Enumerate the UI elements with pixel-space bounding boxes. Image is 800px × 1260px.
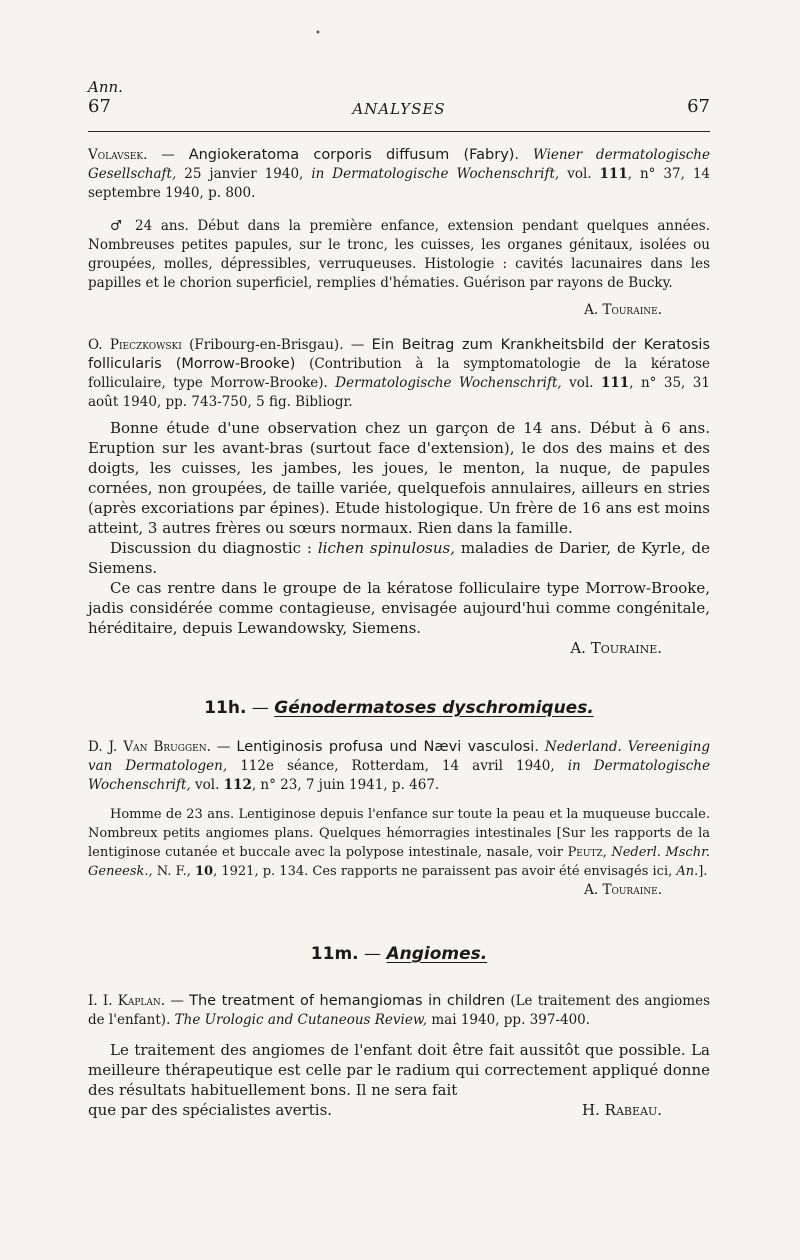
volume-number: 111 [599,166,628,182]
journal-name: Wiener dermatologische Gesellschaft, [88,147,710,182]
dash: — [210,739,237,755]
citation-text: N. F., [152,864,195,879]
article-van-bruggen [88,738,710,900]
journal-name: Nederl. Mschr. Geneesk., [88,845,710,879]
annotator-abbrev: An. [676,864,699,879]
section-title: Angiomes. [386,944,488,964]
author-origin: (Fribourg-en-Brisgau). [181,337,344,353]
dash: — [165,993,190,1009]
article-body: que par des spécialistes avertis. [88,1101,333,1119]
section-heading-11m [88,944,710,964]
page-number: 67 [687,96,710,117]
cited-author: Peutz, [567,845,607,860]
journal-name: Nederland. Vereeniging van Dermatologen, [88,739,711,774]
citation-text: , n° 23, 7 juin 1941, p. 467. [251,777,440,793]
article-body: , 1921, p. 134. Ces rapports ne paraissent pas avoir été envisagés ici, [213,864,677,879]
article-volavsek [88,146,710,320]
article-author: Volavsek. [88,147,148,163]
citation-text: , n° 35, 31 août 1940, pp. 743-750, 5 fig. Bibliogr. [88,375,710,410]
article-author: Pieczkowski [109,337,182,353]
citation-in: in [311,166,325,182]
volume-number: 10 [195,864,214,879]
dash: — [147,147,189,163]
citation-text: vol. [190,777,224,793]
article-body: ]. [698,864,708,879]
article-signature: A. Touraine. [584,302,662,318]
dash: — [358,944,387,964]
citation-text: vol. [561,375,602,391]
article-body: Bonne étude d'une observation chez un garçon de 14 ans. Début à 6 ans. Eruption sur les avant-bras (surtout face d'extension), le dos des mains et des doigts, les cuisses, les jambes, les joues, le menton, la nuque, de papules cornées, non groupées, de taille variée, quelquefois annulaires, ailleurs en stries (après excoriations par épines). Etude histologique. Un frère de 16 ans est moins atteint, 3 autres frères ou sœurs normaux. Rien dans la famille. [88,419,710,537]
article-title: Lentiginosis profusa und Nævi vasculosi. [236,739,539,755]
article-body: Discussion du diagnostic : [110,539,318,557]
handwritten-page-number: 67 [88,96,111,117]
section-heading-11h [88,698,710,718]
article-body: 24 ans. Début dans la première enfance, extension pendant quelques années. Nombreuses petites papules, sur le tronc, les cuisses, les organes génitaux, isolées ou groupées, molles, dépressibles, verruqueuses. Histologie : cavités lacunaires dans les papilles et le chorion superficiel, remplies d'hématies. Guérison par rayons de Bucky. [88,218,710,291]
journal-name: Dermatologische Wochenschrift, [88,758,710,793]
citation-in: in [567,758,581,774]
article-author: Van Bruggen. [123,739,211,755]
dash: — [343,337,372,353]
volume-number: 112 [223,777,252,793]
article-signature: A. Touraine. [584,882,662,898]
section-number: 11h. [204,698,247,718]
citation-text: vol. [559,166,600,182]
article-author: Kaplan. [117,993,166,1009]
article-pieczkowski [88,336,710,658]
journal-name: Dermatologische Wochenschrift, [324,166,560,182]
print-speck: • [315,28,321,39]
article-body: maladies de Darier, de Kyrle, de Siemens. [88,539,710,577]
citation-text: 25 janvier 1940, [176,166,312,182]
article-title: Angiokeratoma corporis diffusum (Fabry). [188,147,520,163]
article-kaplan [88,992,710,1120]
section-title: Génodermatoses dyschromiques. [274,698,594,718]
article-signature: H. Rabeau. [582,1101,662,1119]
volume-number: 111 [601,375,630,391]
handwritten-annotation: Ann. [88,78,123,96]
author-initial: O. [88,337,110,353]
journal-page [88,0,710,1260]
diagnosis-term: lichen spinulosus, [317,539,455,557]
journal-name: Dermatologische Wochenschrift, [335,375,562,391]
header-rule [88,131,710,132]
dash: — [246,698,275,718]
article-title: The treatment of hemangiomas in children [189,993,506,1009]
citation-text: , n° 37, 14 septembre 1940, p. 800. [88,166,711,201]
article-body: Le traitement des angiomes de l'enfant doit être fait aussitôt que possible. La meilleure thérapeutique est celle par le radium qui correctement appliqué donne des résultats habituellement bons. Il ne sera fait [88,1041,710,1099]
title-translation: (Contribution à la symptomatologie de la kératose folliculaire, type Morrow-Brooke). [88,356,710,391]
citation-text: mai 1940, pp. 397-400. [427,1012,591,1028]
running-header [88,96,710,120]
author-initial: D. J. [88,739,124,755]
article-signature: A. Touraine. [570,639,662,657]
title-translation: (Le traitement des angiomes de l'enfant). [88,993,710,1028]
article-body: Homme de 23 ans. Lentiginose depuis l'enfance sur toute la peau et la muqueuse buccale. Nombreux petits angiomes plans. Quelques hémorragies intestinales [Sur les rapports de la lentiginose cutanée et buccale avec la polypose intestinale, nasale, voir [88,807,710,860]
article-body: Ce cas rentre dans le groupe de la kératose folliculaire type Morrow-Brooke, jadis considérée comme contagieuse, envisagée aujourd'hui comme congénitale, héréditaire, depuis Lewandowsky, Siemens. [88,579,710,637]
journal-name: The Urologic and Cutaneous Review, [174,1012,428,1028]
running-title: ANALYSES [352,100,446,118]
section-number: 11m. [310,944,359,964]
author-initial: I. I. [88,993,118,1009]
male-symbol-icon: ♂ [110,218,127,234]
article-title: Ein Beitrag zum Krankheitsbild der Keratosis follicularis (Morrow-Brooke) [88,337,711,372]
citation-text: 112e séance, Rotterdam, 14 avril 1940, [227,758,568,774]
